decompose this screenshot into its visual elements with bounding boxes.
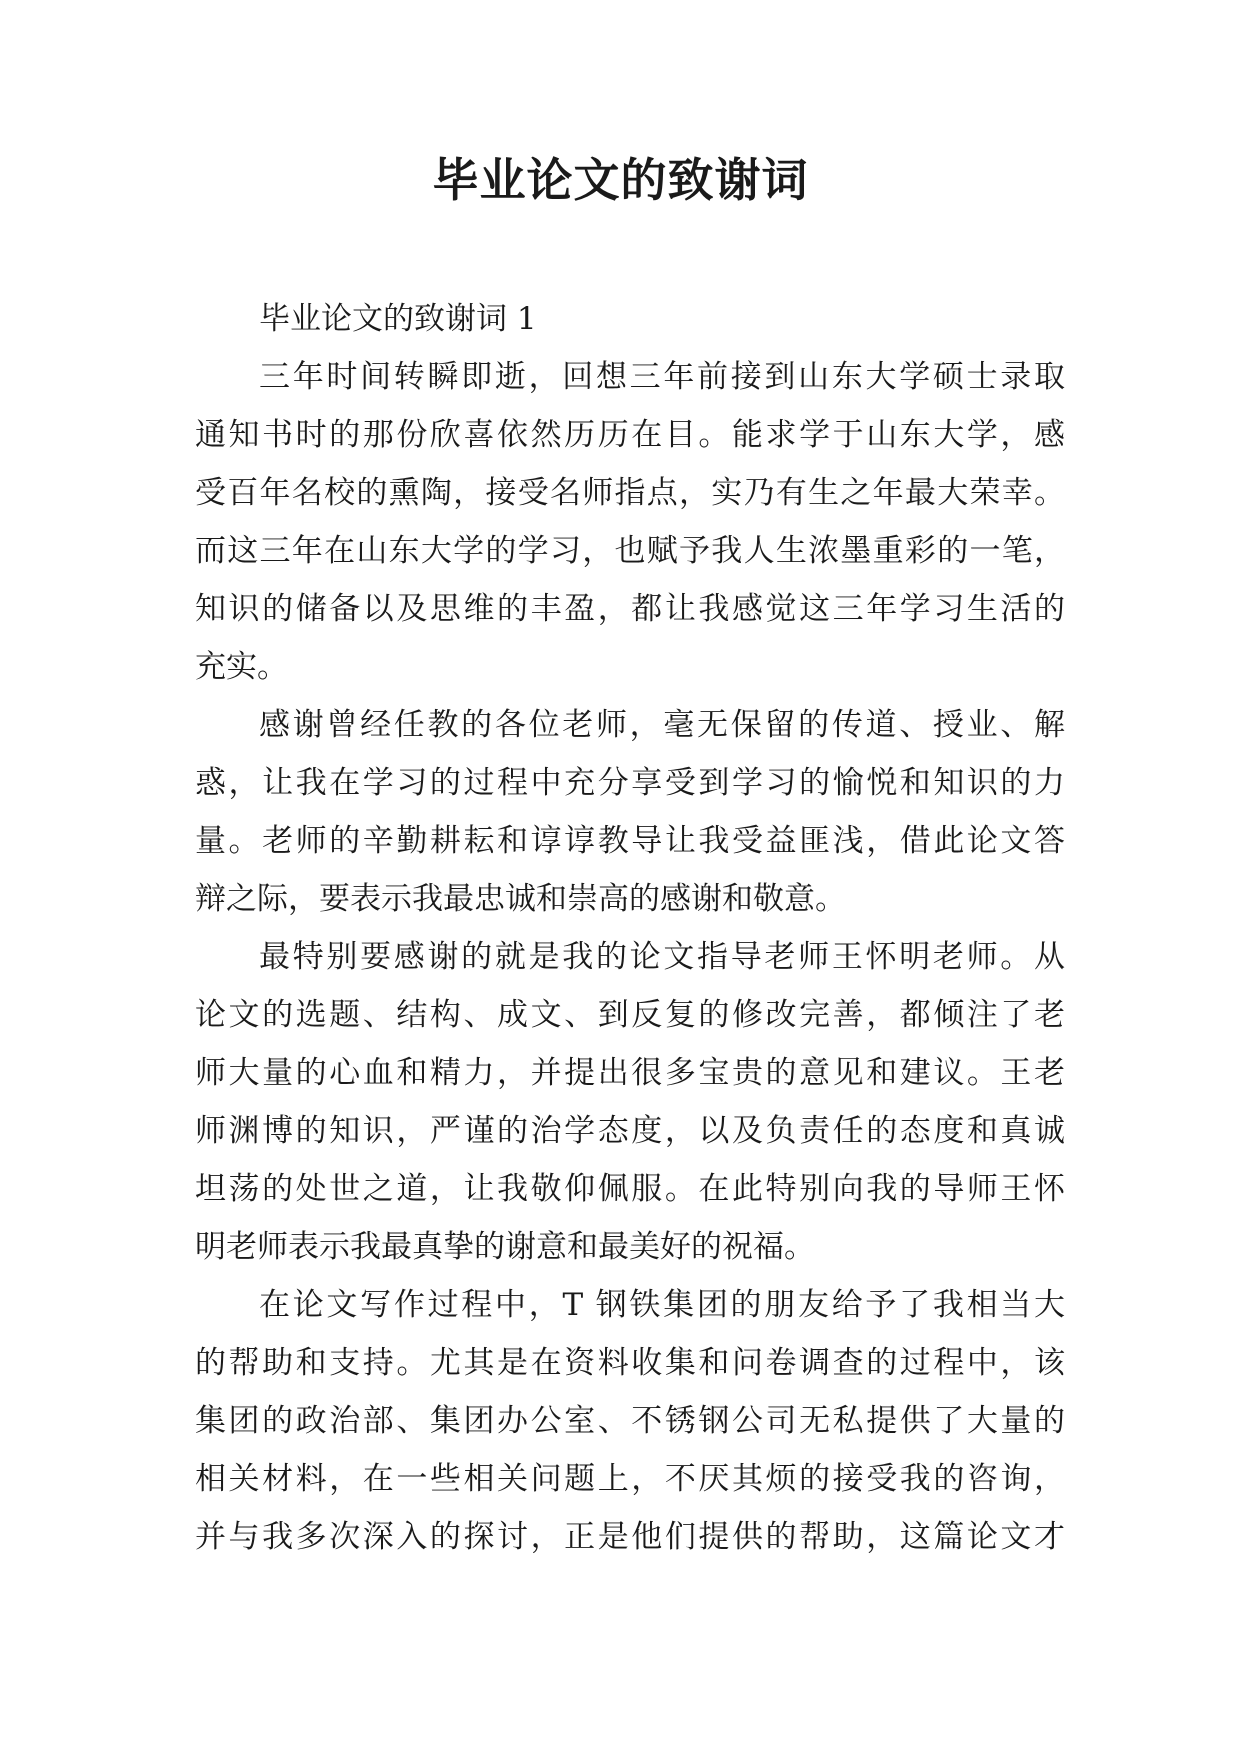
text-line: 三年时间转瞬即逝，回想三年前接到山东大学硕士录取 xyxy=(259,359,1065,395)
text-line: 师大量的心血和精力，并提出很多宝贵的意见和建议。王老 xyxy=(195,1055,1065,1091)
text-line: 惑，让我在学习的过程中充分享受到学习的愉悦和知识的力 xyxy=(195,765,1065,801)
text-line: 受百年名校的熏陶，接受名师指点，实乃有生之年最大荣幸。 xyxy=(195,475,1065,511)
text-line: 并与我多次深入的探讨，正是他们提供的帮助，这篇论文才 xyxy=(195,1519,1065,1555)
text-line: 相关材料，在一些相关问题上，不厌其烦的接受我的咨询， xyxy=(195,1461,1065,1497)
section-subheading: 毕业论文的致谢词 1 xyxy=(259,301,537,337)
text-line: 的帮助和支持。尤其是在资料收集和问卷调查的过程中，该 xyxy=(195,1345,1065,1381)
text-line: 充实。 xyxy=(195,649,288,685)
document-body xyxy=(195,290,1065,1566)
text-line: 明老师表示我最真挚的谢意和最美好的祝福。 xyxy=(195,1229,815,1265)
text-line: 坦荡的处世之道，让我敬仰佩服。在此特别向我的导师王怀 xyxy=(195,1171,1065,1207)
text-line: 集团的政治部、集团办公室、不锈钢公司无私提供了大量的 xyxy=(195,1403,1065,1439)
paragraph-3 xyxy=(195,928,1065,1276)
paragraph-1 xyxy=(195,348,1065,696)
paragraph-4 xyxy=(195,1276,1065,1566)
text-line: 辩之际，要表示我最忠诚和崇高的感谢和敬意。 xyxy=(195,881,846,917)
text-line: 通知书时的那份欣喜依然历历在目。能求学于山东大学，感 xyxy=(195,417,1065,453)
text-line: 论文的选题、结构、成文、到反复的修改完善，都倾注了老 xyxy=(195,997,1065,1033)
text-line: 在论文写作过程中，T 钢铁集团的朋友给予了我相当大 xyxy=(259,1287,1065,1323)
text-line: 而这三年在山东大学的学习，也赋予我人生浓墨重彩的一笔， xyxy=(195,533,1065,569)
text-line: 师渊博的知识，严谨的治学态度，以及负责任的态度和真诚 xyxy=(195,1113,1065,1149)
document-title: 毕业论文的致谢词 xyxy=(432,153,809,207)
text-line: 量。老师的辛勤耕耘和谆谆教导让我受益匪浅，借此论文答 xyxy=(195,823,1065,859)
text-line: 感谢曾经任教的各位老师，毫无保留的传道、授业、解 xyxy=(259,707,1065,743)
text-line: 知识的储备以及思维的丰盈，都让我感觉这三年学习生活的 xyxy=(195,591,1065,627)
text-line: 最特别要感谢的就是我的论文指导老师王怀明老师。从 xyxy=(259,939,1065,975)
paragraph-2 xyxy=(195,696,1065,928)
